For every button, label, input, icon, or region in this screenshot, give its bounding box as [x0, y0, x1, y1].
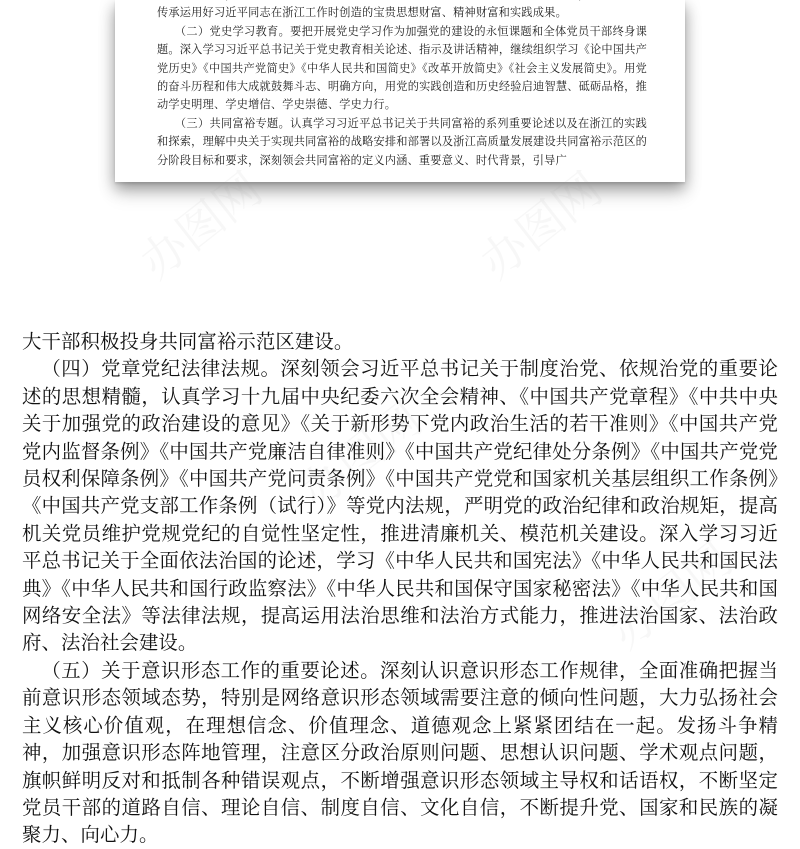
body-continued-line: 大干部积极投身共同富裕示范区建设。 [22, 330, 354, 353]
document-body [22, 328, 778, 849]
body-item-4: （四）党章党纪法律法规。深刻领会习近平总书记关于制度治党、依规治党的重要论述的思想精髓，认真学习十九届中央纪委六次全会精神、《中国共产党章程》《中共中央关于加强党的政治建设的意见》《关于新形势下党内政治生活的若干准则》《中国共产党党内监督条例》《中国共产党廉洁自律准则》《中国共产党纪律处分条例》《中国共产党党员权利保障条例》《中国共产党问责条例》《中国共产党党和国家机关基层组织工作条例》《中国共产党支部工作条例（试行）》等党内法规，严明党的政治纪律和政治规矩，提高机关党员维护党规党纪的自觉性坚定性，推进清廉机关、模范机关建设。深入学习习近平总书记关于全面依法治国的论述，学习《中华人民共和国宪法》《中华人民共和国民法典》《中华人民共和国行政监察法》《中华人民共和国保守国家秘密法》《中华人民共和国网络安全法》等法律法规，提高运用法治思维和法治方式能力，推进法治国家、法治政府、法治社会建设。 [22, 357, 778, 655]
preview-item-3: （三）共同富裕专题。认真学习习近平总书记关于共同富裕的系列重要论述以及在浙江的实践和探索，理解中央关于实现共同富裕的战略安排和部署以及浙江高质量发展建设共同富裕示范区的分阶段目标和要求，深刻领会共同富裕的定义内涵、重要意义、时代背景，引导广 [157, 116, 647, 167]
document-preview-card [115, 0, 685, 182]
preview-item-2: （二）党史学习教育。要把开展党史学习作为加强党的建设的永恒课题和全体党员干部终身课题。深入学习习近平总书记关于党史教育相关论述、指示及讲话精神，继续组织学习《论中国共产党历史》《中国共产党简史》《中华人民共和国简史》《改革开放简史》《社会主义发展简史》。用党的奋斗历程和伟大成就鼓舞斗志、明确方向，用党的实践创造和历史经验启迪智慧、砥砺品格，推动学史明理、学史增信、学史崇德、学史力行。 [157, 24, 647, 112]
watermark: 办图网 [599, 531, 742, 660]
preview-line: 传承运用好习近平同志在浙江工作时创造的宝贵思想财富、精神财富和实践成果。 [157, 6, 567, 20]
document-preview-text [157, 0, 647, 170]
preview-area [0, 0, 800, 330]
watermark: 办图网 [289, 391, 432, 520]
body-item-5: （五）关于意识形态工作的重要论述。深刻认识意识形态工作规律，全面准确把握当前意识形态领域态势，特别是网络意识形态领域需要注意的倾向性问题，大力弘扬社会主义核心价值观，在理想信念、价值理念、道德观念上紧紧团结在一起。发扬斗争精神，加强意识形态阵地管理，注意区分政治原则问题、思想认识问题、学术观点问题，旗帜鲜明反对和抵制各种错误观点，不断增强意识形态领域主导权和话语权，不断坚定党员干部的道路自信、理论自信、制度自信、文化自信，不断提升党、国家和民族的凝聚力、向心力。 [22, 658, 778, 847]
